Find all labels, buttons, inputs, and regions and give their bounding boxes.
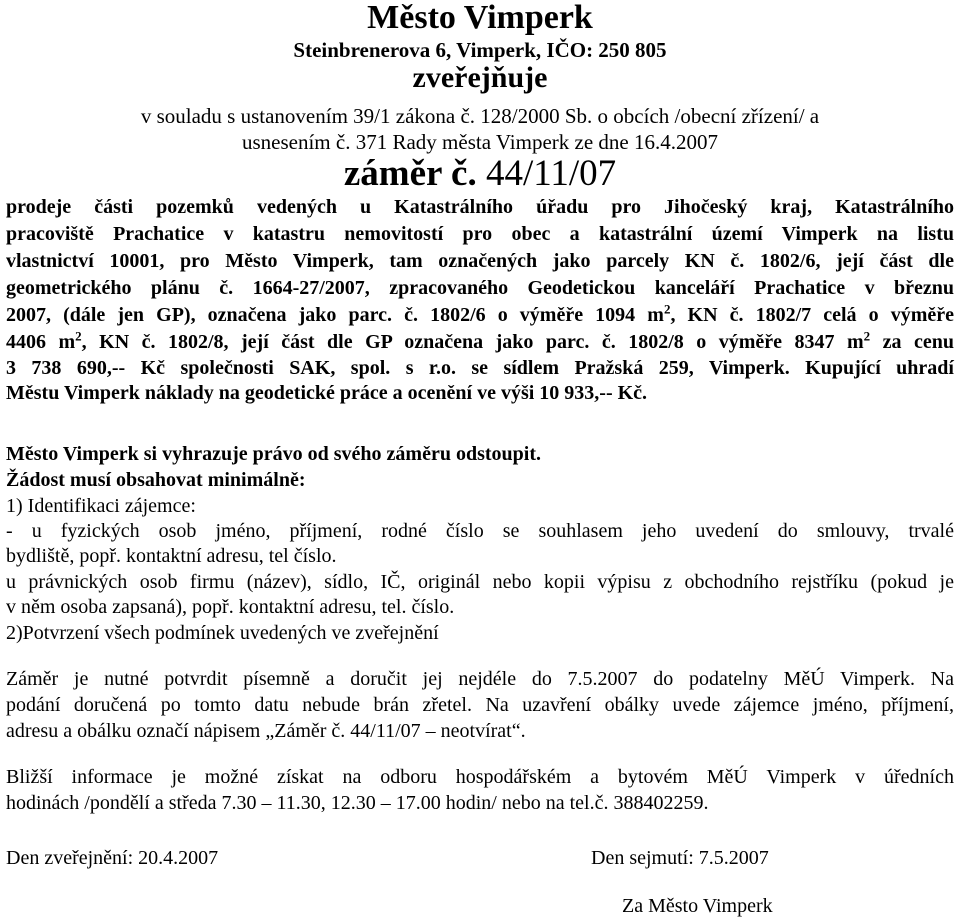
intent-line-8: Městu Vimperk náklady na geodetické práce a ocenění ve výši 10 933,-- Kč.: [6, 382, 648, 404]
intent-line-1: prodeje části pozemků vedených u Katastrálního úřadu pro Jihočeský kraj, Katastrálního: [6, 196, 954, 218]
unit-superscript: 2: [863, 328, 871, 344]
intent-line-6-b: , KN č. 1802/8, její část dle GP označena jako parc. č. 1802/8 o výměře 8347 m: [81, 331, 864, 353]
unit-superscript: 2: [75, 328, 82, 344]
plan-number: 44/11/07: [476, 153, 617, 194]
intent-line-2: pracoviště Prachatice v katastru nemovitostí pro obec a katastrální území Vimperk na listu: [6, 223, 954, 245]
submission-line-1: Záměr je nutné potvrdit písemně a doručit jej nejdéle do 7.5.2007 do podatelny MěÚ Vimperk. Na: [6, 668, 954, 690]
intent-line-6-a: 4406 m: [6, 331, 76, 353]
intent-line-6: [6, 330, 954, 354]
requirements-heading: Žádost musí obsahovat minimálně:: [6, 469, 306, 491]
legal-basis-line-2: usnesením č. 371 Rady města Vimperk ze dne 16.4.2007: [241, 130, 718, 154]
signature-line: Za Město Vimperk: [622, 895, 773, 917]
intent-line-6-c: za cenu: [870, 331, 954, 353]
natural-person-line-2: bydliště, popř. kontaktní adresu, tel číslo.: [6, 545, 337, 567]
published-date: Den zveřejnění: 20.4.2007: [6, 847, 219, 869]
municipality-address: Steinbrenerova 6, Vimperk, IČO: 250 805: [293, 38, 667, 62]
intent-line-3: vlastnictví 10001, pro Město Vimperk, tam označených jako parcely KN č. 1802/6, její část dle: [6, 250, 954, 272]
page-title: Město Vimperk: [367, 0, 593, 36]
removal-date: Den sejmutí: 7.5.2007: [591, 847, 769, 869]
intent-line-5-b: , KN č. 1802/7 celá o výměře: [670, 304, 954, 326]
submission-line-3: adresu a obálku označí nápisem „Záměr č. 44/11/07 – neotvírat“.: [6, 720, 526, 742]
requirement-item-1: 1) Identifikaci zájemce:: [6, 495, 196, 517]
legal-person-line-2: v něm osoba zapsaná), popř. kontaktní adresu, tel. číslo.: [6, 596, 455, 618]
submission-line-2: podání doručená po tomto datu nebude brán zřetel. Na uzavření obálky uvede zájemce jméno, příjmení,: [6, 694, 954, 716]
reservation-statement: Město Vimperk si vyhrazuje právo od svého záměru odstoupit.: [6, 443, 541, 465]
intent-line-7: 3 738 690,-- Kč společnosti SAK, spol. s r.o. se sídlem Pražská 259, Vimperk. Kupující uhradí: [6, 357, 954, 379]
intent-line-5-a: 2007, (dále jen GP), označena jako parc. č. 1802/6 o výměře 1094 m: [6, 304, 664, 326]
requirement-item-2: 2)Potvrzení všech podmínek uvedených ve zveřejnění: [6, 622, 439, 644]
natural-person-line-1: - u fyzických osob jméno, příjmení, rodné číslo se souhlasem jeho uvedení do smlouvy, trvalé: [6, 520, 954, 542]
intent-line-5: [6, 303, 954, 327]
info-line-1: Bližší informace je možné získat na odboru hospodářském a bytovém MěÚ Vimperk v úředních: [6, 766, 954, 788]
publishes-heading: zveřejňuje: [412, 61, 548, 94]
info-line-2: hodinách /pondělí a středa 7.30 – 11.30, 12.30 – 17.00 hodin/ nebo na tel.č. 388402259.: [6, 792, 709, 814]
intent-line-4: geometrického plánu č. 1664-27/2007, zpracovaného Geodetickou kanceláří Prachatice v březnu: [6, 277, 954, 299]
plan-label: záměr č.: [343, 153, 477, 194]
legal-person-line-1: u právnických osob firmu (název), sídlo, IČ, originál nebo kopii výpisu z obchodního rejstříku (pokud je: [6, 571, 954, 593]
plan-number-heading: [0, 153, 960, 195]
legal-basis-line-1: v souladu s ustanovením 39/1 zákona č. 128/2000 Sb. o obcích /obecní zřízení/ a: [140, 104, 820, 128]
unit-superscript: 2: [663, 301, 671, 317]
